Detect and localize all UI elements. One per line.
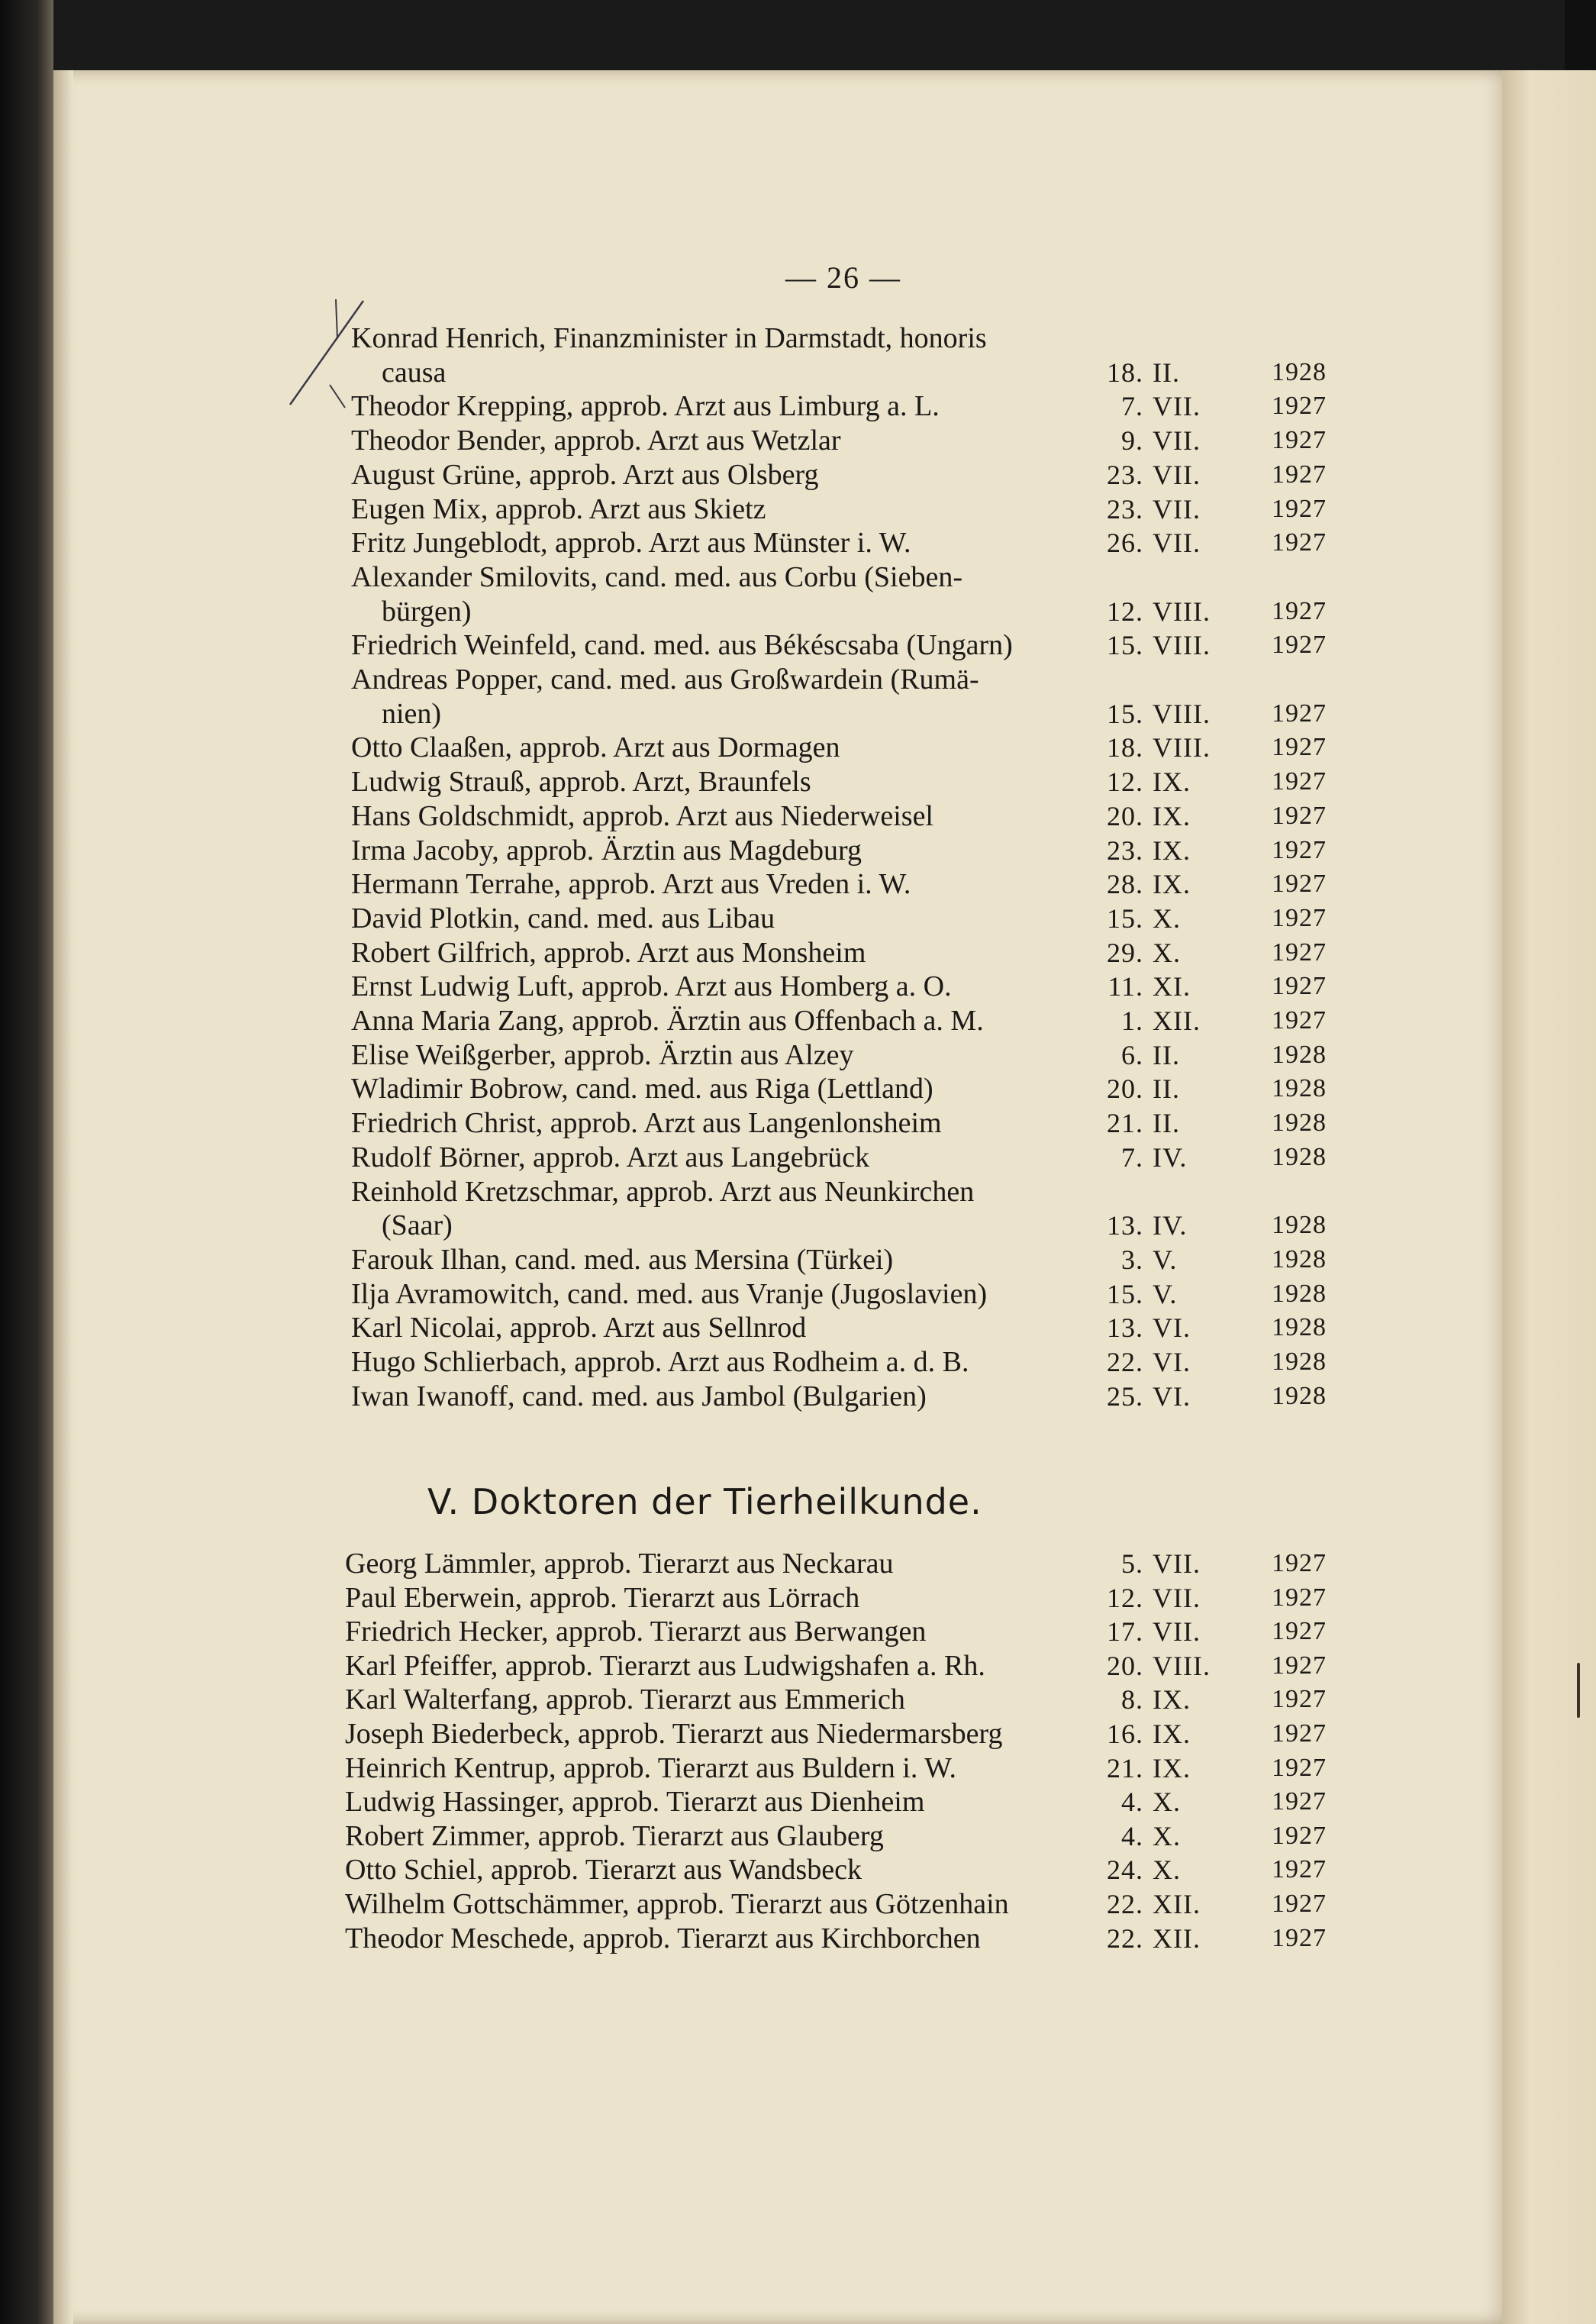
entry-day: 13. [1107,1210,1143,1241]
list-item [351,1310,1374,1345]
entry-year: 1927 [1272,1890,1327,1918]
entry-day: 22. [1107,1922,1143,1954]
entry-day: 20. [1107,1073,1143,1105]
entry-day: 11. [1108,971,1143,1002]
entry-day: 24. [1107,1854,1143,1886]
entry-month: VIII. [1153,596,1211,627]
list-item [345,1580,1374,1616]
entry-day: 15. [1107,1278,1143,1309]
list-item [345,1614,1374,1649]
entry-month: VII. [1153,528,1201,559]
list-item [351,867,1374,902]
entry-day: 9. [1121,425,1143,457]
entry-name: Heinrich Kentrup, approb. Tierarzt aus Buldern i. W. [345,1751,957,1784]
entry-month: IX. [1153,1719,1191,1749]
entry-year: 1927 [1272,392,1327,421]
entry-year: 1927 [1272,1787,1327,1816]
list-item [351,1344,1374,1380]
entry-year: 1927 [1272,460,1327,489]
entry-month: IX. [1153,800,1191,831]
entry-year: 1927 [1272,1685,1327,1714]
entry-day: 1. [1121,1005,1143,1036]
entry-month: VII. [1153,425,1201,457]
entry-year: 1927 [1272,972,1327,1001]
entry-name: Theodor Bender, approb. Arzt aus Wetzlar [351,424,841,457]
entry-month: VI. [1153,1312,1191,1344]
entry-month: II. [1153,1073,1180,1105]
list-item [351,799,1374,834]
entry-name: Wilhelm Gottschämmer, approb. Tierarzt aus Götzenhain [345,1888,1009,1920]
entry-name: Rudolf Börner, approb. Arzt aus Langebrück [351,1141,870,1173]
entry-year: 1927 [1272,938,1327,967]
entry-name: Robert Gilfrich, approb. Arzt aus Monsheim [351,936,866,969]
entry-day: 12. [1107,767,1143,798]
entry-month: XII. [1153,1889,1201,1919]
list-item [351,1208,1374,1243]
entry-day: 22. [1107,1889,1143,1919]
entry-month: VI. [1153,1380,1191,1412]
entry-day: 5. [1121,1548,1143,1579]
entry-month: IX. [1153,767,1191,798]
list-item [351,594,1374,629]
entry-day: 21. [1107,1108,1143,1139]
list-item [351,1379,1374,1414]
entry-name: Wladimir Bobrow, cand. med. aus Riga (Lettland) [351,1073,933,1106]
list-item [351,355,1374,390]
entry-year: 1927 [1272,801,1327,830]
entry-name: Paul Eberwein, approb. Tierarzt aus Lörrach [345,1581,860,1614]
entry-year: 1927 [1272,426,1327,455]
entry-year: 1928 [1272,1279,1327,1308]
entry-year: 1928 [1272,1074,1327,1103]
entry-day: 18. [1107,732,1143,763]
entry-year: 1927 [1272,1719,1327,1748]
entry-name: Elise Weißgerber, approb. Ärztin aus Alzey [351,1038,854,1071]
entry-month: IV. [1153,1210,1188,1241]
entry-day: 7. [1121,391,1143,422]
entry-month: II. [1153,357,1180,388]
list-item [345,1819,1374,1854]
list-item [345,1751,1374,1786]
entry-month: VI. [1153,1347,1191,1377]
entry-day: 23. [1107,459,1143,490]
entry-name: Karl Nicolai, approb. Arzt aus Sellnrod [351,1312,807,1344]
entry-name: Robert Zimmer, approb. Tierarzt aus Glauberg [345,1819,884,1852]
entry-day: 12. [1107,596,1143,627]
entry-month: VII. [1153,493,1201,525]
entry-month: VIII. [1153,698,1211,729]
entry-day: 28. [1107,869,1143,900]
entry-day: 18. [1107,357,1143,388]
entry-year: 1928 [1272,1142,1327,1171]
entry-year: 1927 [1272,1855,1327,1884]
entry-name: Hermann Terrahe, approb. Arzt aus Vreden i. W. [351,868,911,901]
entry-year: 1927 [1272,733,1327,762]
entry-month: XII. [1153,1922,1201,1954]
entry-year: 1927 [1272,835,1327,864]
entry-month: VII. [1153,1616,1201,1648]
entry-name: Karl Walterfang, approb. Tierarzt aus Emmerich [345,1683,905,1716]
entry-day: 15. [1107,630,1143,661]
entry-name: Fritz Jungeblodt, approb. Arzt aus Münster i. W. [351,527,911,560]
entry-day: 21. [1107,1752,1143,1783]
entry-name: Hans Goldschmidt, approb. Arzt aus Niederweisel [351,799,933,832]
entry-day: 4. [1121,1787,1143,1818]
entry-name: nien) [382,697,442,730]
entry-day: 15. [1107,902,1143,934]
entry-year: 1928 [1272,1040,1327,1069]
entry-month: VII. [1153,391,1201,422]
entry-month: II. [1153,1108,1180,1139]
entry-name: Otto Schiel, approb. Tierarzt aus Wandsbeck [345,1854,862,1887]
list-item [351,628,1374,663]
entry-year: 1928 [1272,1348,1327,1376]
entry-year: 1927 [1272,528,1327,557]
list-item [351,764,1374,799]
list-item [345,1852,1374,1887]
section-heading: V. Doktoren der Tierheilkunde. [427,1481,982,1522]
list-item [351,1140,1374,1175]
entry-month: V. [1153,1244,1178,1275]
list-item [351,901,1374,936]
entry-name: Reinhold Kretzschmar, approb. Arzt aus Neunkirchen [351,1175,975,1208]
entry-month: X. [1153,902,1181,934]
entry-name: Eugen Mix, approb. Arzt aus Skietz [351,492,766,525]
entry-day: 16. [1107,1719,1143,1749]
entry-day: 6. [1121,1039,1143,1070]
entry-name: Iwan Iwanoff, cand. med. aus Jambol (Bulgarien) [351,1380,927,1412]
list-item [345,1546,1374,1581]
list-item [351,1174,1374,1209]
entry-name: Alexander Smilovits, cand. med. aus Corbu (Sieben- [351,560,963,593]
entry-day: 26. [1107,528,1143,559]
entry-name: David Plotkin, cand. med. aus Libau [351,902,775,934]
entry-day: 22. [1107,1347,1143,1377]
entry-day: 4. [1121,1820,1143,1851]
list-item [351,730,1374,765]
entry-month: IX. [1153,834,1191,866]
list-item [351,935,1374,970]
entry-year: 1928 [1272,1313,1327,1342]
entry-year: 1927 [1272,1006,1327,1035]
entry-month: IX. [1153,1752,1191,1783]
entry-day: 25. [1107,1380,1143,1412]
entry-year: 1927 [1272,1753,1327,1782]
entry-name: August Grüne, approb. Arzt aus Olsberg [351,458,819,491]
list-item [351,833,1374,868]
entry-month: VIII. [1153,732,1211,763]
entry-year: 1927 [1272,596,1327,625]
entry-month: X. [1153,1820,1181,1851]
entry-name: causa [382,356,447,389]
entry-year: 1927 [1272,631,1327,660]
entry-name: (Saar) [382,1209,453,1242]
entry-month: X. [1153,1854,1181,1886]
entry-year: 1927 [1272,903,1327,932]
entry-month: II. [1153,1039,1180,1070]
entry-name: Friedrich Weinfeld, cand. med. aus Békéscsaba (Ungarn) [351,629,1013,662]
list-item [351,662,1374,697]
entry-year: 1927 [1272,1583,1327,1612]
entry-month: VII. [1153,459,1201,490]
entry-name: Konrad Henrich, Finanzminister in Darmstadt, honoris [351,322,987,354]
entry-name: Karl Pfeiffer, approb. Tierarzt aus Ludwigshafen a. Rh. [345,1649,985,1682]
page-number: — 26 — [785,260,901,295]
entry-month: V. [1153,1278,1178,1309]
entry-day: 13. [1107,1312,1143,1344]
entry-name: Ernst Ludwig Luft, approb. Arzt aus Homberg a. O. [351,970,952,1003]
list-item [345,1682,1374,1717]
list-item [351,423,1374,458]
entry-day: 12. [1107,1582,1143,1613]
entry-day: 3. [1121,1244,1143,1275]
list-item [351,525,1374,560]
entry-name: Joseph Biederbeck, approb. Tierarzt aus Niedermarsberg [345,1718,1003,1750]
entry-name: Theodor Meschede, approb. Tierarzt aus Kirchborchen [345,1922,981,1954]
entry-year: 1928 [1272,1244,1327,1273]
entry-day: 15. [1107,698,1143,729]
entry-year: 1927 [1272,870,1327,899]
list-item [351,1003,1374,1038]
entry-year: 1928 [1272,357,1327,386]
entry-name: Friedrich Hecker, approb. Tierarzt aus Berwangen [345,1616,927,1648]
entry-year: 1927 [1272,699,1327,728]
entry-year: 1927 [1272,1651,1327,1680]
entry-day: 23. [1107,493,1143,525]
list-item [351,1106,1374,1141]
list-item [351,1038,1374,1073]
entry-month: X. [1153,937,1181,968]
entry-year: 1927 [1272,767,1327,796]
entry-name: Ludwig Strauß, approb. Arzt, Braunfels [351,766,811,799]
entry-month: IX. [1153,869,1191,900]
entry-name: Georg Lämmler, approb. Tierarzt aus Neckarau [345,1548,894,1580]
entry-name: Ludwig Hassinger, approb. Tierarzt aus Dienheim [345,1786,925,1819]
list-item [345,1921,1374,1956]
entry-name: Farouk Ilhan, cand. med. aus Mersina (Türkei) [351,1243,894,1276]
entry-day: 7. [1121,1141,1143,1173]
entry-day: 29. [1107,937,1143,968]
entry-year: 1927 [1272,1617,1327,1646]
entry-day: 20. [1107,1650,1143,1681]
entry-year: 1928 [1272,1381,1327,1410]
entry-month: XI. [1153,971,1191,1002]
entry-name: Ilja Avramowitch, cand. med. aus Vranje (Jugoslavien) [351,1277,988,1310]
list-item [351,389,1374,424]
entry-month: XII. [1153,1005,1201,1036]
entry-month: VIII. [1153,1650,1211,1681]
list-item [351,1071,1374,1106]
list-item [345,1716,1374,1751]
entry-year: 1928 [1272,1211,1327,1240]
list-item [351,1277,1374,1312]
entry-name: Otto Claaßen, approb. Arzt aus Dormagen [351,731,840,764]
entry-month: IX. [1153,1684,1191,1716]
entry-year: 1928 [1272,1109,1327,1138]
entry-day: 17. [1107,1616,1143,1648]
list-item [351,560,1374,595]
entry-month: IV. [1153,1141,1188,1173]
list-item [351,969,1374,1004]
list-item [351,696,1374,731]
entry-name: Andreas Popper, cand. med. aus Großwardein (Rumä- [351,663,979,696]
list-item [351,492,1374,527]
list-item [345,1887,1374,1922]
entry-month: X. [1153,1787,1181,1818]
list-item [345,1784,1374,1819]
entry-month: VII. [1153,1582,1201,1613]
entry-name: Hugo Schlierbach, approb. Arzt aus Rodheim a. d. B. [351,1346,969,1378]
entry-year: 1927 [1272,1549,1327,1577]
entry-day: 20. [1107,800,1143,831]
list-item [351,1242,1374,1277]
entry-name: Friedrich Christ, approb. Arzt aus Langenlonsheim [351,1107,942,1140]
list-item [351,321,1374,356]
entry-year: 1927 [1272,494,1327,523]
entry-name: bürgen) [382,595,472,628]
entry-year: 1927 [1272,1923,1327,1952]
entry-year: 1927 [1272,1821,1327,1850]
list-item [351,457,1374,492]
entry-month: VIII. [1153,630,1211,661]
list-item [345,1648,1374,1683]
entry-month: VII. [1153,1548,1201,1579]
entry-name: Anna Maria Zang, approb. Ärztin aus Offenbach a. M. [351,1005,984,1037]
entry-day: 23. [1107,834,1143,866]
entry-name: Theodor Krepping, approb. Arzt aus Limburg a. L. [351,390,940,423]
entry-day: 8. [1121,1684,1143,1716]
entry-name: Irma Jacoby, approb. Ärztin aus Magdeburg [351,834,862,867]
